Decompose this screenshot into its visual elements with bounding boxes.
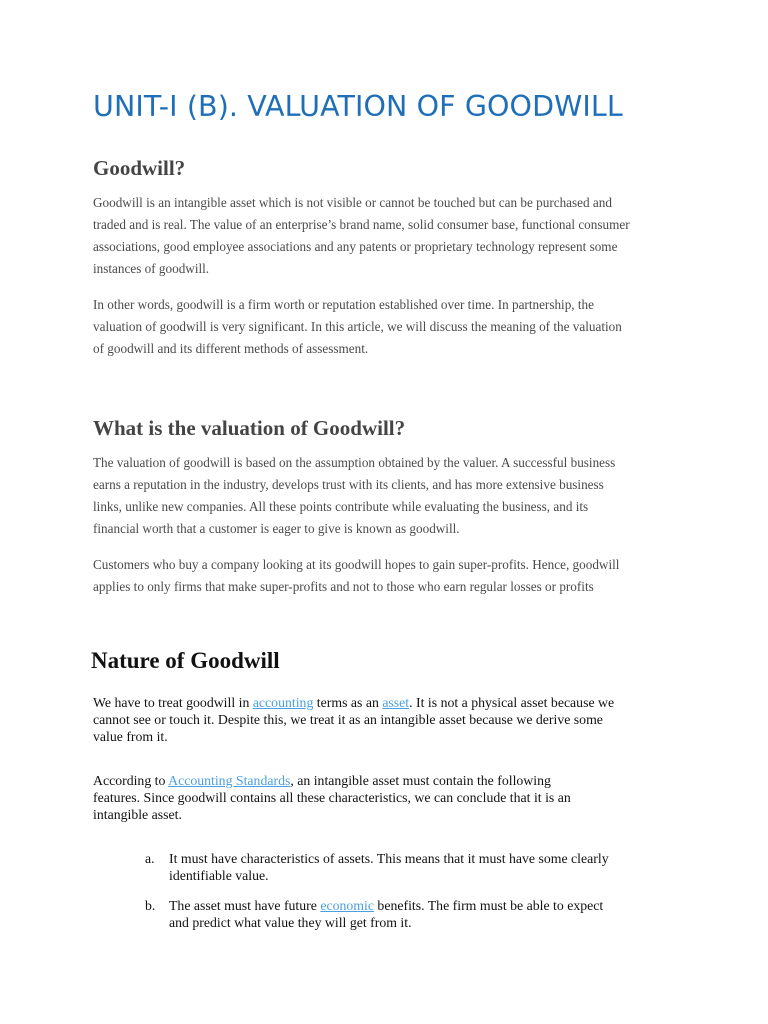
- list-item-body: [169, 897, 603, 931]
- text-line: Goodwill is an intangible asset which is not visible or cannot be touched but can be purchased and: [93, 195, 612, 210]
- text-line: features. Since goodwill contains all these characteristics, we can conclude that it is an: [93, 790, 571, 805]
- text-span: benefits. The firm must be able to expect: [373, 898, 604, 913]
- list-marker: b.: [145, 898, 156, 913]
- link-economic[interactable]: economic: [320, 898, 374, 913]
- text-span: We have to treat goodwill in: [93, 695, 253, 710]
- list-marker: a.: [145, 851, 155, 866]
- text-line: It must have characteristics of assets. This means that it must have some clearly: [169, 851, 609, 866]
- list-item-body: [169, 850, 609, 884]
- link-asset[interactable]: asset: [382, 695, 410, 710]
- nature-paragraph-1: [93, 694, 683, 745]
- text-line: financial worth that a customer is eager to give is known as goodwill.: [93, 521, 460, 536]
- document-title: UNIT-I (B). VALUATION OF GOODWILL: [93, 90, 623, 123]
- text-line: [93, 772, 683, 789]
- text-line: In other words, goodwill is a firm worth or reputation established over time. In partnership, the: [93, 297, 595, 312]
- text-span: The asset must have future: [169, 898, 321, 913]
- goodwill-paragraph-1: [93, 192, 693, 280]
- text-span: . It is not a physical asset because we: [409, 695, 615, 710]
- text-line: of goodwill and its different methods of assessment.: [93, 341, 369, 356]
- text-line: value from it.: [93, 729, 168, 744]
- text-line: traded and is real. The value of an enterprise’s brand name, solid consumer base, functional consumer: [93, 217, 630, 232]
- text-line: intangible asset.: [93, 807, 182, 822]
- text-line: instances of goodwill.: [93, 261, 210, 276]
- text-line: earns a reputation in the industry, develops trust with its clients, and has more extensive business: [93, 477, 604, 492]
- text-line: associations, good employee associations and any patents or proprietary technology represent some: [93, 239, 618, 254]
- goodwill-paragraph-2: [93, 294, 693, 360]
- text-span: According to: [93, 773, 169, 788]
- heading-valuation: What is the valuation of Goodwill?: [93, 416, 406, 440]
- text-line: identifiable value.: [169, 868, 269, 883]
- nature-paragraph-2: [93, 772, 683, 823]
- text-line: The valuation of goodwill is based on the assumption obtained by the valuer. A successful business: [93, 455, 616, 470]
- text-line: cannot see or touch it. Despite this, we treat it as an intangible asset because we derive some: [93, 712, 603, 727]
- text-line: Customers who buy a company looking at its goodwill hopes to gain super-profits. Hence, goodwill: [93, 557, 620, 572]
- link-accounting-standards[interactable]: Accounting Standards: [168, 773, 291, 788]
- text-line: valuation of goodwill is very significant. In this article, we will discuss the meaning of the valuation: [93, 319, 622, 334]
- valuation-paragraph-2: [93, 554, 693, 598]
- text-span: , an intangible asset must contain the following: [290, 773, 551, 788]
- heading-nature: Nature of Goodwill: [91, 648, 280, 673]
- heading-goodwill: Goodwill?: [93, 156, 186, 180]
- text-line: links, unlike new companies. All these points contribute while evaluating the business, and its: [93, 499, 589, 514]
- text-line: applies to only firms that make super-profits and not to those who earn regular losses or profits: [93, 579, 594, 594]
- text-line: [93, 694, 683, 711]
- valuation-paragraph-1: [93, 452, 693, 540]
- text-line: [169, 897, 603, 914]
- text-line: and predict what value they will get from it.: [169, 915, 412, 930]
- link-accounting[interactable]: accounting: [252, 695, 314, 710]
- text-span: terms as an: [313, 695, 383, 710]
